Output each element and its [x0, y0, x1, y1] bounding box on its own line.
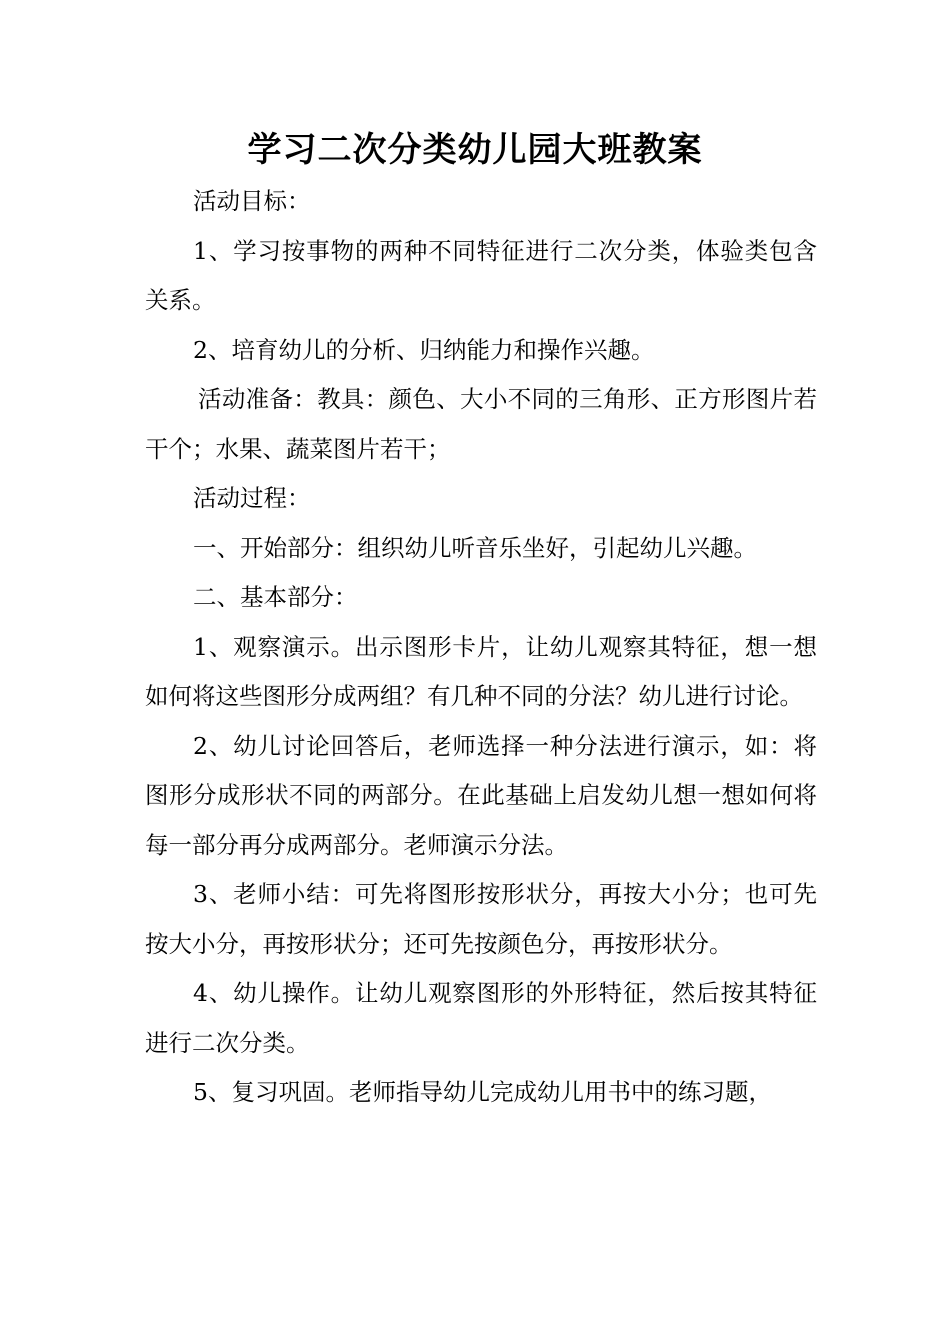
paragraph-preparation: 活动准备：教具：颜色、大小不同的三角形、正方形图片若干个；水果、蔬菜图片若干； — [145, 385, 817, 463]
paragraph-step-5: 5、复习巩固。老师指导幼儿完成幼儿用书中的练习题， — [193, 1078, 772, 1106]
paragraph-activity-goals: 活动目标： — [193, 187, 311, 215]
paragraph-part-two: 二、基本部分： — [193, 583, 358, 611]
paragraph-goal-2: 2、培育幼儿的分析、归纳能力和操作兴趣。 — [193, 335, 655, 364]
paragraph-process: 活动过程： — [193, 484, 311, 512]
paragraph-step-3: 3、老师小结：可先将图形按形状分，再按大小分；也可先按大小分，再按形状分；还可先按颜色分，再按形状分。 — [145, 880, 817, 958]
paragraph-step-4: 4、幼儿操作。让幼儿观察图形的外形特征，然后按其特征进行二次分类。 — [145, 979, 817, 1057]
document-body — [145, 177, 817, 1118]
paragraph-step-2: 2、幼儿讨论回答后，老师选择一种分法进行演示，如：将图形分成形状不同的两部分。在此基础上启发幼儿想一想如何将每一部分再分成两部分。老师演示分法。 — [145, 731, 817, 859]
paragraph-part-one: 一、开始部分：组织幼儿听音乐坐好，引起幼儿兴趣。 — [193, 533, 757, 562]
paragraph-step-1: 1、观察演示。出示图形卡片，让幼儿观察其特征，想一想如何将这些图形分成两组？有几种不同的分法？幼儿进行讨论。 — [145, 632, 817, 710]
paragraph-goal-1: 1、学习按事物的两种不同特征进行二次分类，体验类包含关系。 — [145, 236, 817, 314]
document-title: 学习二次分类幼儿园大班教案 — [247, 130, 703, 170]
